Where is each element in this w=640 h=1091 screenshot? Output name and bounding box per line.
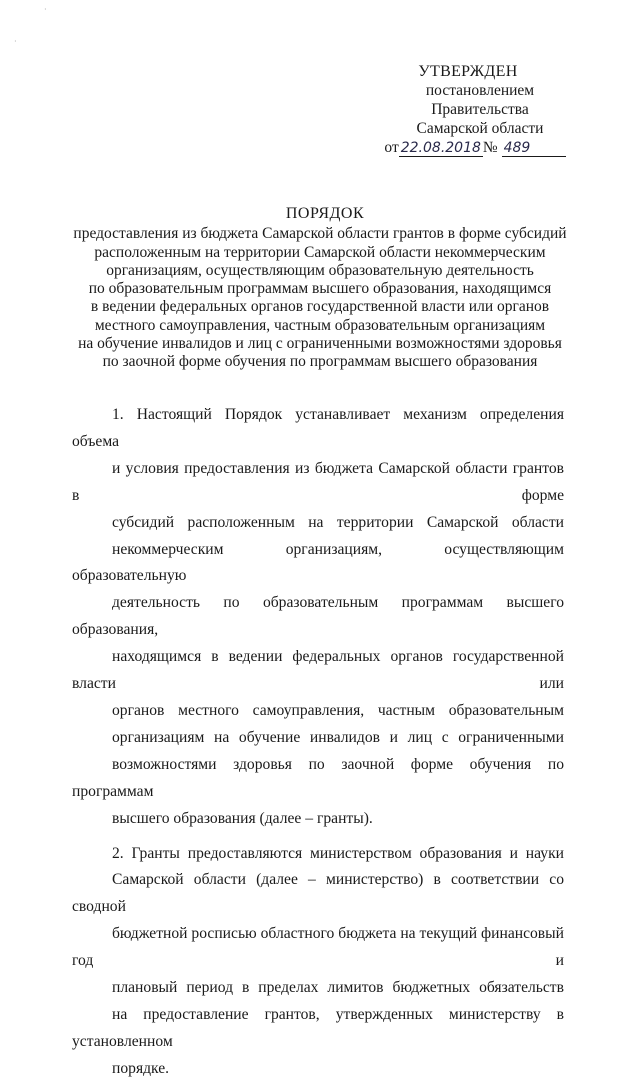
handwritten-number: 489 <box>502 140 566 157</box>
paragraph-line: Самарской области (далее – министерство) в соответствии со сводной <box>72 871 564 916</box>
document-title-block <box>60 205 580 372</box>
paragraph-line: 1. Настоящий Порядок устанавливает механизм определения объема <box>72 406 564 450</box>
approval-line-2: Самарской области <box>416 120 544 137</box>
approval-date-line <box>340 138 580 157</box>
paragraph-line: плановый период в пределах лимитов бюджетных обязательств <box>112 979 564 997</box>
paragraph-line: порядке. <box>112 1059 170 1077</box>
number-prefix: № <box>482 139 498 156</box>
scan-speck: · <box>44 5 47 14</box>
approval-block <box>340 62 580 157</box>
title-line: расположенным на территории Самарской области некоммерческим <box>94 243 546 261</box>
title-line: местного самоуправления, частным образовательным организациям <box>94 316 546 334</box>
title-line: предоставления из бюджета Самарской области грантов в форме субсидий <box>73 225 567 243</box>
document-heading: ПОРЯДОК <box>285 205 365 222</box>
date-prefix: от <box>384 139 399 156</box>
paragraph-2 <box>72 841 564 1083</box>
approval-line-1: постановлением Правительства <box>425 82 535 118</box>
title-line: на обучение инвалидов и лиц с ограниченными возможностями здоровья <box>78 335 562 353</box>
paragraph-line: высшего образования (далее – гранты). <box>112 809 373 827</box>
title-line: по заочной форме обучения по программам высшего образования <box>102 353 538 371</box>
paragraph-line: субсидий расположенным на территории Самарской области <box>112 513 564 531</box>
handwritten-date: 22.08.2018 <box>400 140 481 156</box>
paragraph-line: деятельность по образовательным программам высшего образования, <box>72 594 564 639</box>
approved-title: УТВЕРЖДЕН <box>418 63 518 80</box>
paragraph-line: органов местного самоуправления, частным образовательным <box>112 701 564 719</box>
scan-speck: · <box>14 37 17 46</box>
paragraph-line: находящимся в ведении федеральных органов государственной власти или <box>72 648 564 693</box>
document-body <box>72 402 564 1091</box>
title-line: по образовательным программам высшего образования, находящимся <box>88 280 552 298</box>
paragraph-1 <box>72 402 564 833</box>
paragraph-line: на предоставление грантов, утвержденных министерству в установленном <box>72 1005 564 1050</box>
title-line: в ведении федеральных органов государственной власти или органов <box>90 298 550 316</box>
paragraph-line: 2. Гранты предоставляются министерством образования и науки <box>112 844 564 862</box>
paragraph-line: организациям на обучение инвалидов и лиц с ограниченными <box>112 728 564 746</box>
paragraph-line: бюджетной росписью областного бюджета на текущий финансовый год и <box>72 925 564 970</box>
paragraph-line: некоммерческим организациям, осуществляющим образовательную <box>72 540 564 585</box>
title-line: организациям, осуществляющим образовательную деятельность <box>106 261 534 279</box>
paragraph-line: и условия предоставления из бюджета Самарской области грантов в форме <box>72 459 564 504</box>
paragraph-line: возможностями здоровья по заочной форме обучения по программам <box>72 755 564 800</box>
